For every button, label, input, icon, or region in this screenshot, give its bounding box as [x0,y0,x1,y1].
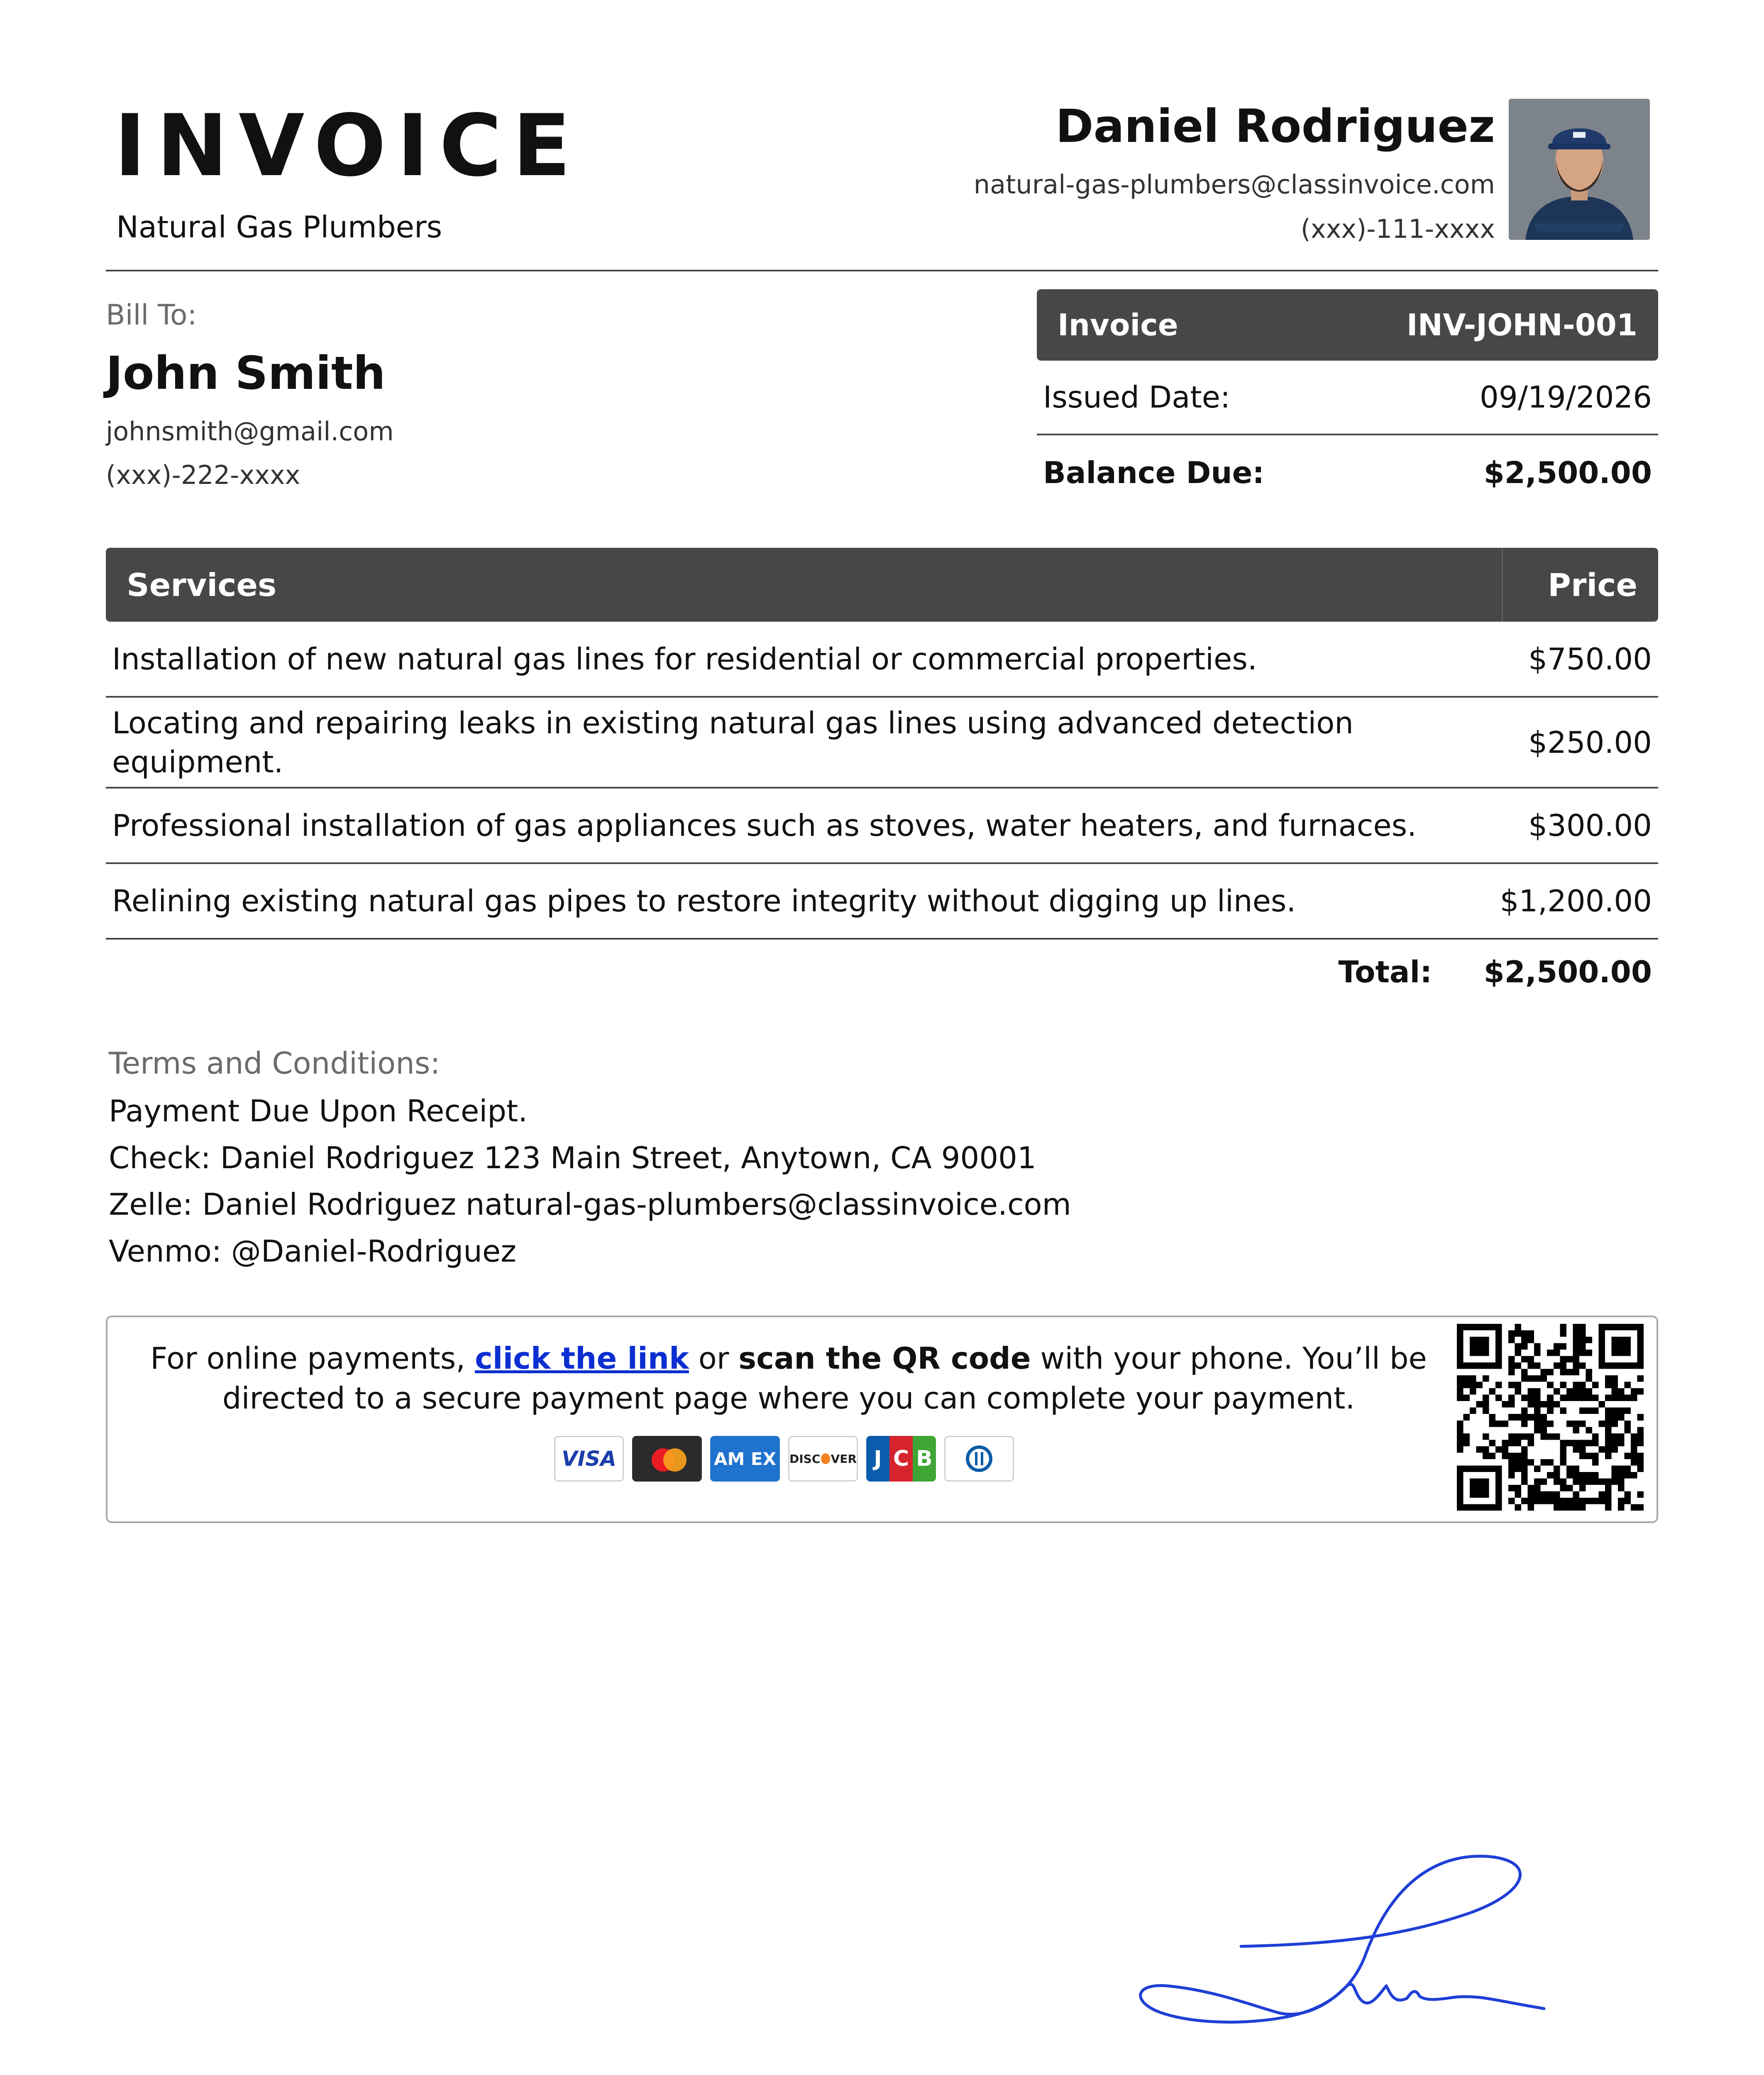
payment-text-intro: For online payments, [150,1341,475,1376]
visa-icon: VISA [554,1436,624,1482]
discover-text-left: DISC [789,1452,821,1466]
business-email: natural-gas-plumbers@classinvoice.com [973,169,1495,200]
column-divider [1502,548,1503,622]
terms-line: Zelle: Daniel Rodriguez natural-gas-plumbers@classinvoice.com [109,1187,1071,1222]
service-description: Locating and repairing leaks in existing natural gas lines using advanced detection equipment. [112,705,1354,779]
amex-icon: AM EX [710,1436,780,1482]
diners-club-icon [944,1436,1014,1482]
payment-text-or: or [689,1341,739,1376]
price-column-header: Price [1548,566,1637,603]
service-description: Relining existing natural gas pipes to restore integrity without digging up lines. [112,884,1296,918]
table-row [106,864,1658,940]
terms-line: Payment Due Upon Receipt. [109,1094,528,1128]
jcb-letter-c: C [889,1436,913,1482]
invoice-title: INVOICE [114,97,581,195]
business-subtitle: Natural Gas Plumbers [116,210,442,244]
person-avatar-icon [1509,99,1650,240]
business-name: Daniel Rodriguez [1055,100,1495,153]
table-row [106,622,1658,698]
signature-stroke [1141,1856,1544,2022]
issued-date-row [1037,361,1658,435]
total-label: Total: [1338,954,1432,989]
client-phone: (xxx)-222-xxxx [106,460,301,490]
services-column-header: Services [127,566,277,603]
service-price: $750.00 [1528,641,1652,676]
issued-date-label: Issued Date: [1043,380,1231,415]
scan-qr-text: scan the QR code [738,1341,1031,1376]
client-name: John Smith [106,347,386,400]
terms-label: Terms and Conditions: [109,1046,440,1081]
service-price: $250.00 [1528,725,1652,760]
invoice-number: INV-JOHN-001 [1406,308,1637,342]
service-price: $1,200.00 [1500,884,1652,918]
invoice-label: Invoice [1058,308,1178,342]
jcb-letter-j: J [866,1436,889,1482]
jcb-letter-b: B [913,1436,936,1482]
invoice-number-bar [1037,289,1658,361]
issued-date-value: 09/19/2026 [1480,380,1652,415]
payment-text-rest: with your phone. You’ll be directed to a secure payment page where you can complete your payment. [222,1341,1427,1416]
diners-club-ring [966,1445,992,1472]
total-value: $2,500.00 [1483,954,1652,989]
balance-due-label: Balance Due: [1043,455,1265,490]
balance-due-row [1037,435,1658,510]
discover-icon [788,1436,858,1482]
profile-photo [1509,99,1650,240]
terms-line: Venmo: @Daniel-Rodriguez [109,1234,516,1269]
business-phone: (xxx)-111-xxxx [1300,214,1495,244]
signature [1129,1851,1577,2058]
services-table-header [106,548,1658,622]
header-divider [106,270,1658,271]
payment-link[interactable]: click the link [475,1341,689,1376]
service-price: $300.00 [1528,808,1652,843]
payment-qr-code[interactable] [1457,1324,1644,1511]
discover-dot [821,1453,830,1464]
jcb-icon [866,1436,936,1482]
mastercard-icon [632,1436,702,1482]
terms-line: Check: Daniel Rodriguez 123 Main Street, Anytown, CA 90001 [109,1140,1036,1175]
service-description: Professional installation of gas appliances such as stoves, water heaters, and furnaces. [112,808,1417,843]
online-payment-text [125,1338,1453,1418]
mastercard-yellow-circle [663,1448,687,1472]
discover-text-right: VER [831,1452,857,1466]
balance-due-value: $2,500.00 [1483,455,1652,490]
bill-to-label: Bill To: [106,299,197,332]
table-row [106,788,1658,864]
client-email: johnsmith@gmail.com [106,416,394,447]
table-row [106,698,1658,788]
service-description: Installation of new natural gas lines for residential or commercial properties. [112,641,1257,676]
accepted-cards [554,1436,1014,1482]
